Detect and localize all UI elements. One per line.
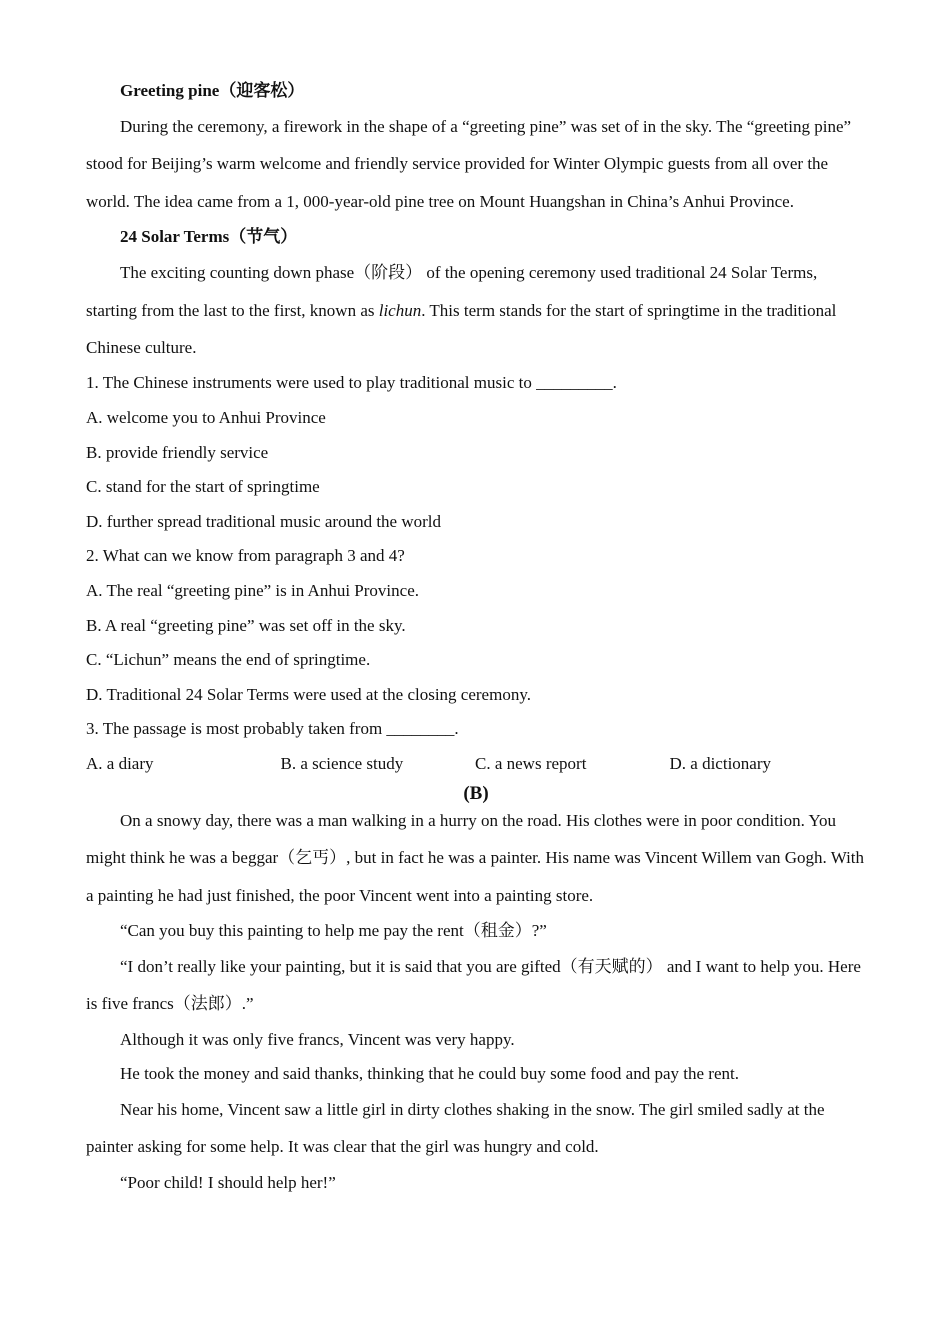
section-b-paragraph-6: Near his home, Vincent saw a little girl in dirty clothes shaking in the snow. The girl smiled sadly at the painter asking for some help. It was clear that the girl was hungry and cold. bbox=[86, 1099, 825, 1157]
greeting-pine-heading: Greeting pine（迎客松） bbox=[120, 81, 305, 100]
section-b-paragraph-2: “Can you buy this painting to help me pay the rent（租金）?” bbox=[120, 921, 547, 941]
section-b-paragraph-5: He took the money and said thanks, thinking that he could buy some food and pay the rent. bbox=[120, 1064, 739, 1084]
question-3-option-a: A. a diary bbox=[86, 753, 154, 773]
question-1-option-b: B. provide friendly service bbox=[86, 442, 269, 462]
question-2-option-a: A. The real “greeting pine” is in Anhui Province. bbox=[86, 581, 419, 600]
question-1-option-a: A. welcome you to Anhui Province bbox=[86, 408, 326, 428]
question-1-option-c: C. stand for the start of springtime bbox=[86, 477, 320, 497]
greeting-pine-paragraph: During the ceremony, a firework in the shape of a “greeting pine” was set of in the sky. The “greeting pine” stood for Beijing’s warm welcome and friendly service provided for Winter Olympic guests from all over the world. The idea came from a 1, 000-year-old pine tree on Mount Huangshan in China’s Anhui Province. bbox=[86, 117, 852, 211]
solar-para-part-1: The exciting counting down phase（阶段） of the opening ceremony used traditional 24 Solar Terms, starting from the last to the first, known as bbox=[86, 263, 818, 320]
lichun-term: lichun bbox=[378, 300, 422, 320]
question-2-stem: 2. What can we know from paragraph 3 and 4? bbox=[86, 546, 405, 566]
question-3-option-d: D. a dictionary bbox=[669, 753, 771, 773]
question-1-stem: 1. The Chinese instruments were used to play traditional music to _________. bbox=[86, 373, 617, 393]
question-3-options bbox=[86, 753, 866, 775]
section-b-paragraph-1: On a snowy day, there was a man walking in a hurry on the road. His clothes were in poor condition. You might think he was a beggar（乞丐）, but in fact he was a painter. His name was Vincent Willem van Gogh. With a painting he had just finished, the poor Vincent went into a painting store. bbox=[86, 810, 865, 905]
question-2-option-b: B. A real “greeting pine” was set off in the sky. bbox=[86, 615, 406, 635]
question-2-option-d: D. Traditional 24 Solar Terms were used at the closing ceremony. bbox=[86, 684, 531, 704]
section-b-paragraph-7: “Poor child! I should help her!” bbox=[120, 1172, 336, 1192]
solar-terms-paragraph bbox=[86, 254, 866, 366]
solar-para-part-2: . This term stands for the start of springtime in the traditional Chinese culture. bbox=[86, 300, 837, 358]
section-b-paragraph-3: “I don’t really like your painting, but it is said that you are gifted（有天赋的） and I want to help you. Here is five francs（法郎）.” bbox=[86, 956, 861, 1014]
question-1-option-d: D. further spread traditional music around the world bbox=[86, 511, 442, 531]
section-b-paragraph-4: Although it was only five francs, Vincent was very happy. bbox=[120, 1029, 515, 1049]
question-3-option-b: B. a science study bbox=[280, 753, 404, 773]
question-3-option-c: C. a news report bbox=[475, 753, 587, 773]
question-3-stem: 3. The passage is most probably taken from ________. bbox=[86, 719, 459, 739]
question-2-option-c: C. “Lichun” means the end of springtime. bbox=[86, 650, 371, 670]
solar-terms-heading: 24 Solar Terms（节气） bbox=[120, 227, 298, 247]
section-b-title: (B) bbox=[463, 782, 489, 804]
document-page bbox=[86, 80, 866, 1206]
